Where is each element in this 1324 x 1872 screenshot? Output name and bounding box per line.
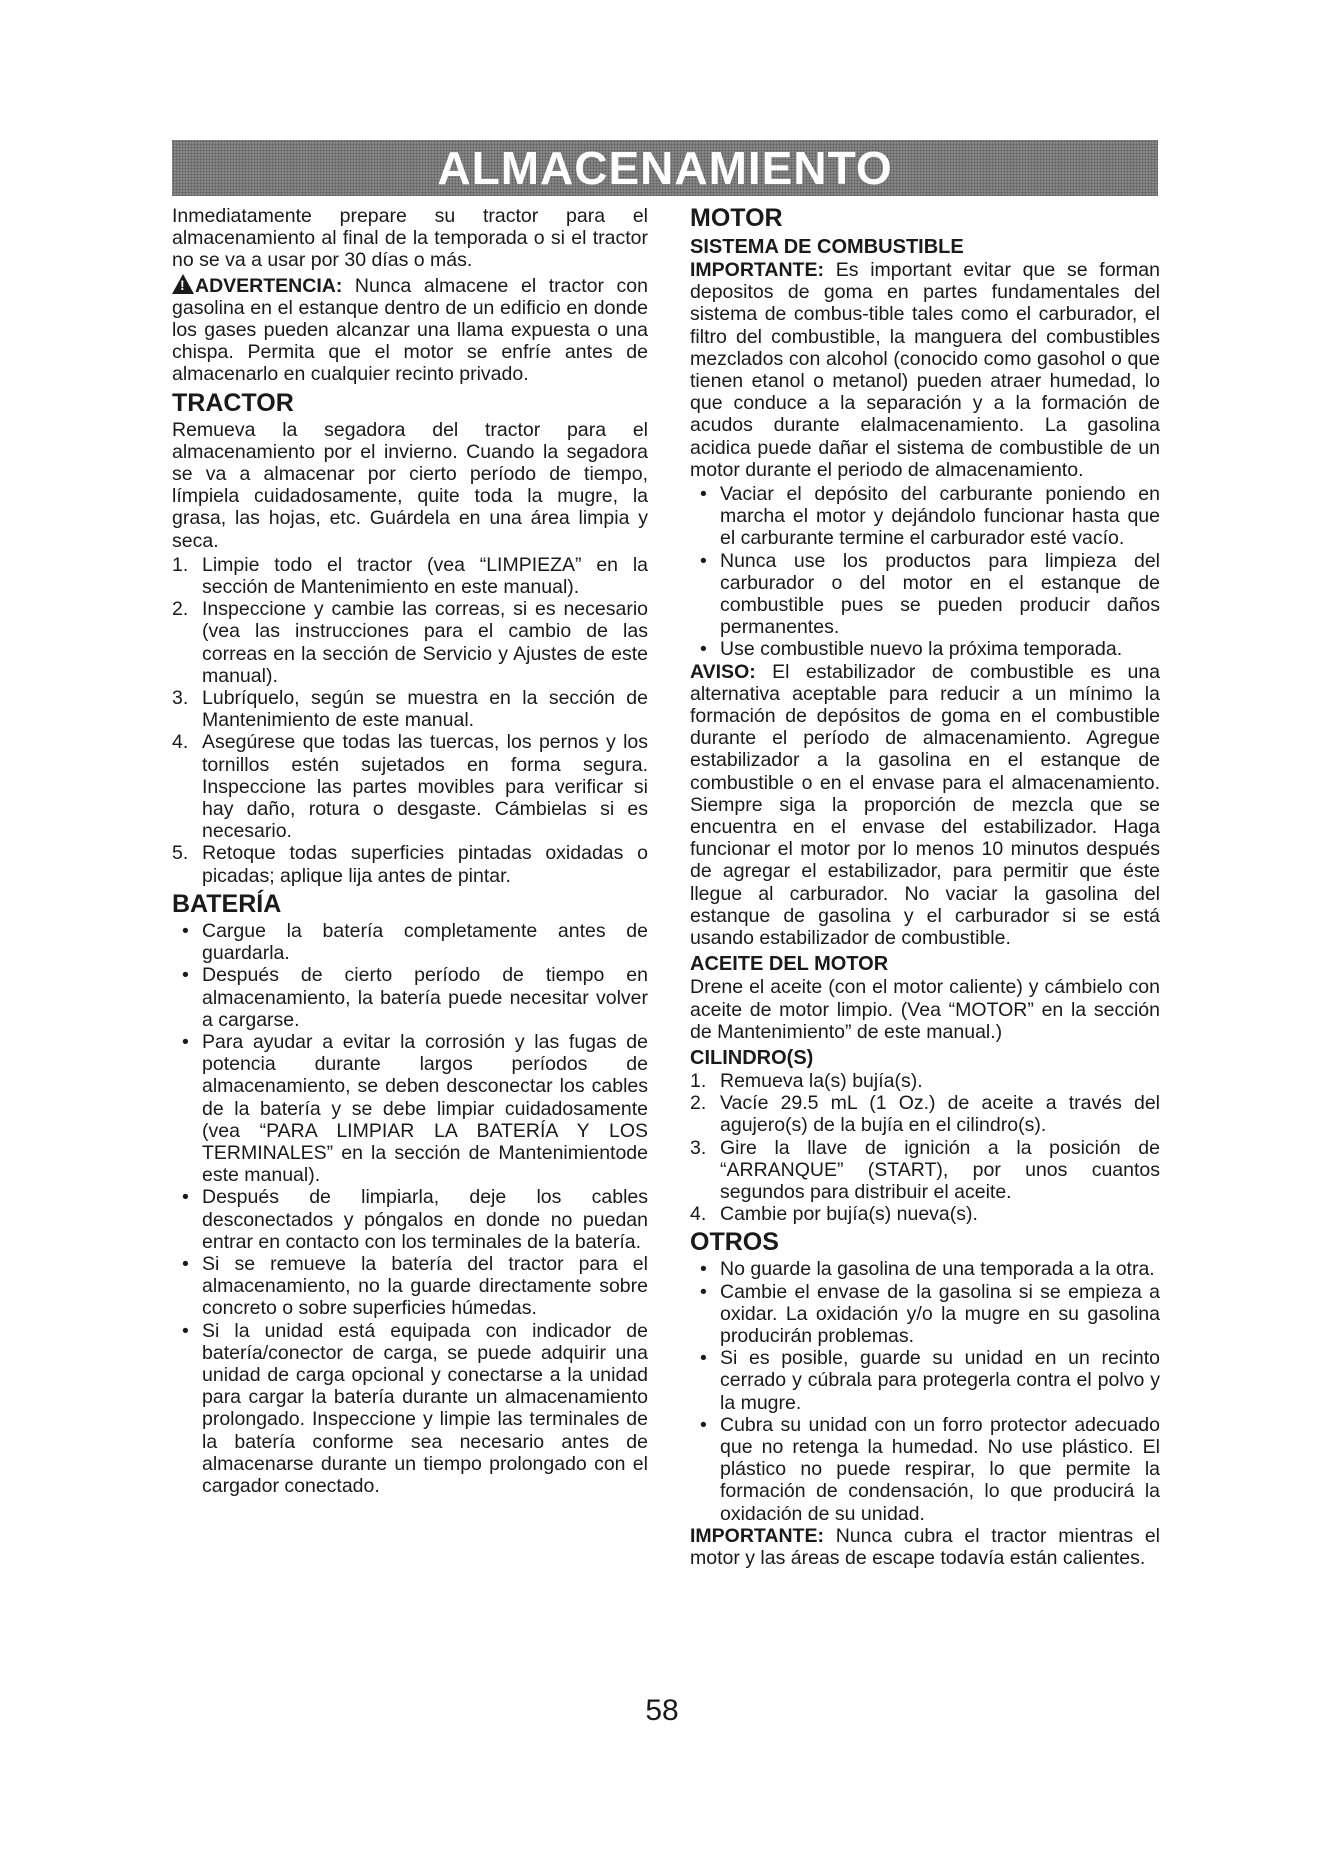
warning-paragraph [172,274,648,386]
bullet-text: Si la unidad está equipada con indicador de batería/conector de carga, se puede adquirir una unidad de carga opcional y conectarse a la unidad para cargar la batería durante un almacenamiento prolongado. Inspeccione y limpie las terminales de la batería conforme sea necesario antes de almacenarse durante un tiempo prolongado con el cargador conectado. [202,1319,648,1497]
bullet-text: Use combustible nuevo la próxima temporada. [720,638,1123,661]
list-item [172,1253,648,1320]
bateria-bullets [172,920,648,1497]
bullet-text: Cambie el envase de la gasolina si se empieza a oxidar. La oxidación y/o la mugre en su gasolina producirán problemas. [720,1280,1160,1347]
page-number: 58 [645,1694,679,1727]
warning-label: ADVERTENCIA: [195,274,343,297]
step-number: 5. [172,842,189,865]
section-banner [172,140,1158,196]
warning-triangle-icon [172,274,194,294]
list-item [172,920,648,964]
bullet-icon: • [700,1413,707,1436]
importante-label: IMPORTANTE: [690,259,824,281]
list-item [690,1347,1160,1414]
right-column [690,205,1160,1571]
step-text: Lubríquelo, según se muestra en la sección de Mantenimiento de este manual. [202,687,648,732]
bullet-text: Nunca use los productos para limpieza del carburador o del motor en el estanque de combustible pues se pueden producir daños permanentes. [720,549,1160,639]
bullet-icon: • [700,483,707,506]
aviso-label: AVISO: [690,660,756,683]
step-text: Remueva la(s) bujía(s). [720,1069,923,1092]
list-item [172,842,648,886]
tractor-heading: TRACTOR [172,388,294,417]
step-text: Inspeccione y cambie las correas, si es necesario (vea las instrucciones para el cambio de las correas en la sección de Servicio y Ajustes de este manual). [202,598,648,687]
bullet-text: Cargue la batería completamente antes de guardarla. [202,919,648,965]
otros-heading: OTROS [690,1228,779,1257]
bullet-icon: • [700,1280,707,1303]
list-item [690,1414,1160,1525]
step-number: 1. [690,1069,707,1092]
bullet-icon: • [182,1319,189,1342]
step-number: 4. [172,731,189,754]
page-title: ALMACENAMIENTO [437,142,893,194]
aviso-paragraph [690,661,1160,950]
left-column [172,205,648,1497]
bullet-icon: • [700,1347,707,1370]
list-item [690,638,1160,660]
bateria-heading: BATERÍA [172,889,282,918]
bullet-icon: • [700,549,707,572]
bullet-text: Cubra su unidad con un forro protector adecuado que no retenga la humedad. No use plástico. El plástico no puede respirar, lo que permite la formación de condensación, lo que producirá la oxidación de su unidad. [720,1413,1160,1525]
step-text: Vacíe 29.5 mL (1 Oz.) de aceite a través del agujero(s) de la bujía en el cilindro(s). [720,1092,1160,1137]
step-text: Asegúrese que todas las tuercas, los pernos y los tornillos estén sujetados en forma segura. Inspeccione las partes movibles para verificar si hay daño, rotura o desgaste. Cámbielas si es necesario. [202,731,648,843]
tractor-steps [172,554,648,887]
cilindros-steps [690,1070,1160,1225]
intro-paragraph: Inmediatamente prepare su tractor para el almacenamiento al final de la temporada o si el tractor no se va a usar por 30 días o más. [172,205,648,272]
list-item [172,687,648,731]
bullet-icon: • [700,638,707,661]
bullet-text: Si es posible, guarde su unidad en un recinto cerrado y cúbrala para protegerla contra el polvo y la mugre. [720,1347,1160,1414]
list-item [172,1031,648,1186]
bullet-text: Después de cierto período de tiempo en almacenamiento, la batería puede necesitar volver a cargarse. [202,964,648,1031]
step-number: 2. [172,598,189,621]
list-item [172,1186,648,1253]
list-item [172,1320,648,1498]
step-text: Gire la llave de ignición a la posición de “ARRANQUE” (START), por unos cuantos segundos para distribuir el aceite. [720,1136,1160,1203]
otros-importante-paragraph [690,1525,1160,1569]
bullet-icon: • [182,1030,189,1053]
step-number: 1. [172,553,189,576]
otros-bullets [690,1258,1160,1524]
bullet-icon: • [182,1186,189,1209]
bullet-icon: • [182,1252,189,1275]
step-number: 4. [690,1203,707,1226]
warning-text: Nunca almacene el tractor con gasolina en el estanque dentro de un edificio en donde los gases pueden alcanzar una llama expuesta o una chispa. Permita que el motor se enfríe antes de almacenarlo en cualquier recinto privado. [172,274,648,386]
cilindros-heading: CILINDRO(S) [690,1046,814,1069]
importante-paragraph [690,259,1160,481]
list-item [172,964,648,1031]
list-item [690,483,1160,550]
list-item [172,731,648,842]
list-item [690,1092,1160,1136]
bullet-icon: • [182,919,189,942]
list-item [172,598,648,687]
list-item [690,1258,1160,1280]
list-item [690,1070,1160,1092]
aceite-paragraph: Drene el aceite (con el motor caliente) y cámbielo con aceite de motor limpio. (Vea “MOTOR” en la sección de Mantenimiento” de este manual.) [690,976,1160,1043]
bullet-text: Para ayudar a evitar la corrosión y las fugas de potencia durante largos períodos de almacenamiento, se deben desconectar los cables de la batería y se debe limpiar cuidadosamente (vea “PARA LIMPIAR LA BATERÍA Y LOS TERMINALES” en la sección de Mantenimientode este manual). [202,1030,648,1187]
importante-text: Nunca cubra el tractor mientras el motor y las áreas de escape todavía están calientes. [690,1524,1160,1569]
step-text: Retoque todas superficies pintadas oxidadas o picadas; aplique lija antes de pintar. [202,842,648,887]
step-text: Limpie todo el tractor (vea “LIMPIEZA” en la sección de Mantenimiento en este manual). [202,553,648,599]
list-item [690,1203,1160,1225]
aviso-text: El estabilizador de combustible es una alternativa aceptable para reducir a un mínimo la formación de depósitos de goma en el combustible durante el período de almacenamiento. Agregue estabilizador a la gasolina en el estanque de combustible o en el envase para el almacenamiento. Siempre siga la proporción de mezcla que se encuentra en el envase del estabilizador. Haga funcionar el motor por lo menos 10 minutos después de agregar el estabilizador, para permitir que éste llegue al carburador. No vaciar la gasolina del estanque de gasolina y el carburador si se está usando estabilizador de combustible. [690,660,1160,950]
step-number: 3. [172,687,189,710]
tractor-paragraph: Remueva la segadora del tractor para el almacenamiento por el invierno. Cuando la segadora se va a almacenar por cierto período de tiempo, límpiela cuidadosamente, quite toda la mugre, la grasa, las hojas, etc. Guárdela en una área limpia y seca. [172,418,648,552]
aceite-heading: ACEITE DEL MOTOR [690,953,889,976]
importante-label: IMPORTANTE: [690,1524,824,1547]
list-item [690,1137,1160,1204]
list-item [690,1281,1160,1348]
motor-bullets [690,483,1160,661]
sistema-heading: SISTEMA DE COMBUSTIBLE [690,236,964,258]
motor-heading: MOTOR [690,204,783,232]
bullet-text: Después de limpiarla, deje los cables desconectados y póngalos en donde no puedan entrar en contacto con los terminales de la batería. [202,1186,648,1253]
step-number: 2. [690,1092,707,1115]
bullet-icon: • [700,1258,707,1281]
bullet-text: Vaciar el depósito del carburante poniendo en marcha el motor y dejándolo funcionar hasta que el carburante termine el carburador esté vacío. [720,483,1160,550]
list-item [690,550,1160,639]
step-text: Cambie por bujía(s) nueva(s). [720,1203,978,1226]
bullet-text: No guarde la gasolina de una temporada a la otra. [720,1258,1155,1281]
list-item [172,554,648,598]
importante-text: Es important evitar que se forman depositos de goma en partes fundamentales del sistema de combus-tible tales como el carburador, el filtro del combustible, la manguera del combustibles mezclados con alcohol (conocido como gasohol o que tienen etanol o metanol) pueden atraer humedad, lo que conduce a la separación y a la formación de acudos durante elalmacenamiento. La gasolina acidica puede dañar el sistema de combustible de un motor durante el periodo de almacenamiento. [690,259,1160,481]
step-number: 3. [690,1136,707,1159]
bullet-icon: • [182,964,189,987]
bullet-text: Si se remueve la batería del tractor para el almacenamiento, no la guarde directamente sobre concreto o sobre superficies húmedas. [202,1252,648,1320]
